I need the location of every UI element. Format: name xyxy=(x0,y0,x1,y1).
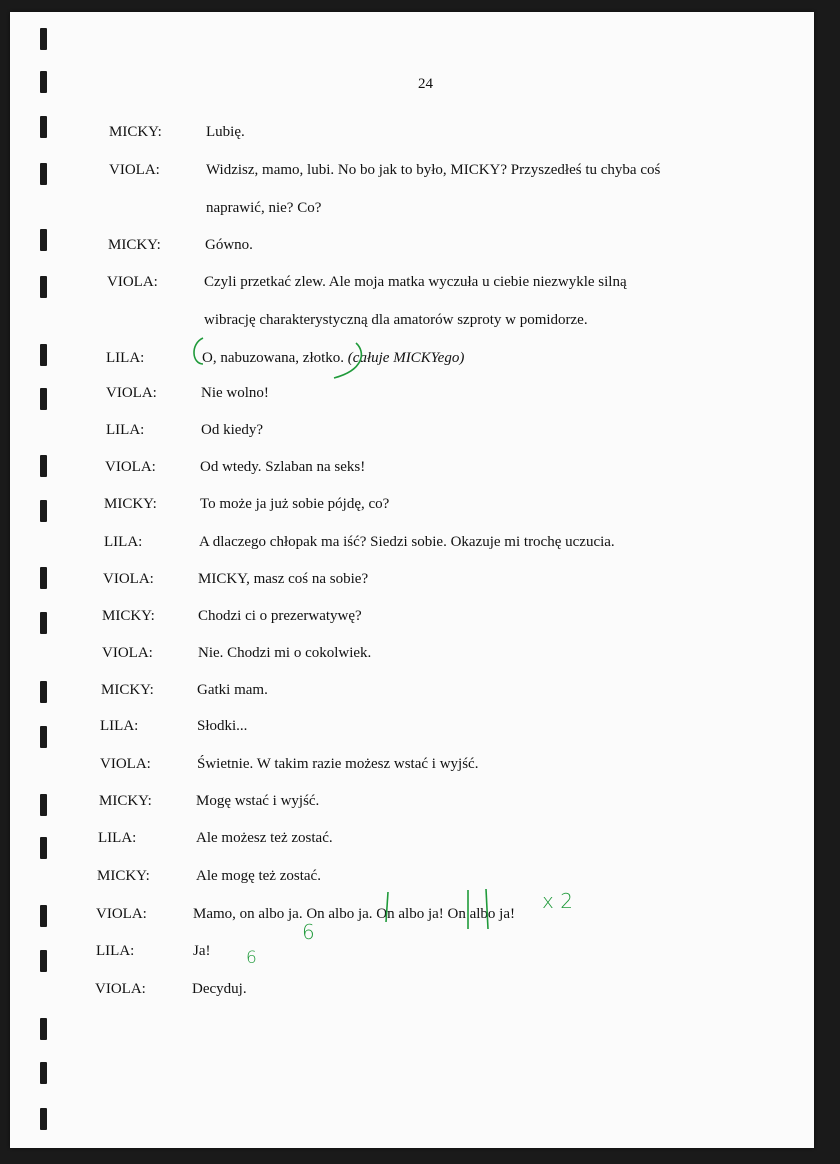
dialogue-text-main: Lubię. xyxy=(206,124,245,140)
dialogue-text xyxy=(201,385,269,402)
dialogue-text-main: To może ja już sobie pójdę, co? xyxy=(200,496,390,512)
dialogue-text-main: Czyli przetkać zlew. Ale moja matka wyczuła u ciebie niezwykle silną xyxy=(204,274,627,290)
dialogue-text-main: naprawić, nie? Co? xyxy=(206,200,322,216)
binding-hole xyxy=(40,229,47,251)
dialogue-text-main: Świetnie. W takim razie możesz wstać i wyjść. xyxy=(197,756,479,772)
dialogue-text xyxy=(199,534,615,551)
binding-hole xyxy=(40,455,47,477)
speaker-name: MICKY: xyxy=(104,496,157,512)
binding-hole xyxy=(40,1018,47,1040)
speaker-name: LILA: xyxy=(106,350,145,366)
binding-hole xyxy=(40,726,47,748)
handwritten-note: 6 xyxy=(302,920,315,944)
binding-hole xyxy=(40,1108,47,1130)
speaker-name: VIOLA: xyxy=(96,906,147,922)
dialogue-text xyxy=(206,124,245,141)
dialogue-text-main: Gatki mam. xyxy=(197,682,268,698)
dialogue-text xyxy=(200,496,389,513)
speaker-name: VIOLA: xyxy=(102,645,153,661)
binding-hole xyxy=(40,794,47,816)
binding-hole xyxy=(40,28,47,50)
stage-direction: (całuje MICKYego) xyxy=(347,350,465,366)
dialogue-text xyxy=(192,981,247,998)
binding-hole xyxy=(40,905,47,927)
dialogue-text-main: Decyduj. xyxy=(192,981,247,997)
binding-hole xyxy=(40,163,47,185)
speaker-name: MICKY: xyxy=(101,682,154,698)
dialogue-text-main: Widzisz, mamo, lubi. No bo jak to było, MICKY? Przyszedłeś tu chyba coś xyxy=(206,162,661,178)
binding-hole xyxy=(40,71,47,93)
binding-hole xyxy=(40,837,47,859)
dialogue-text-main: Od kiedy? xyxy=(201,422,264,438)
speaker-name: LILA: xyxy=(104,534,143,550)
page-number: 24 xyxy=(418,76,433,92)
dialogue-text-main: MICKY, masz coś na sobie? xyxy=(198,571,369,587)
dialogue-text-main: Ale możesz też zostać. xyxy=(196,830,333,846)
speaker-name: VIOLA: xyxy=(105,459,156,475)
binding-hole xyxy=(40,612,47,634)
dialogue-text-main: Gówno. xyxy=(205,237,253,253)
binding-hole xyxy=(40,567,47,589)
speaker-name: VIOLA: xyxy=(103,571,154,587)
speaker-name: LILA: xyxy=(98,830,137,846)
handwritten-repeat-mark: x 2 xyxy=(542,889,573,913)
speaker-name: LILA: xyxy=(106,422,145,438)
dialogue-text xyxy=(197,682,268,699)
dialogue-text xyxy=(196,830,333,847)
speaker-name: VIOLA: xyxy=(95,981,146,997)
dialogue-text xyxy=(197,718,247,735)
speaker-name: LILA: xyxy=(96,943,135,959)
dialogue-text-main: Nie wolno! xyxy=(201,385,269,401)
dialogue-text-main: Chodzi ci o prezerwatywę? xyxy=(198,608,362,624)
dialogue-text-main: Ja! xyxy=(193,943,211,959)
binding-hole xyxy=(40,116,47,138)
dialogue-text-main: wibrację charakterystyczną dla amatorów szproty w pomidorze. xyxy=(204,312,588,328)
dialogue-text xyxy=(198,571,368,588)
dialogue-text xyxy=(205,237,253,254)
dialogue-text xyxy=(198,645,371,662)
dialogue-text xyxy=(202,350,464,367)
binding-hole xyxy=(40,1062,47,1084)
speaker-name: VIOLA: xyxy=(100,756,151,772)
dialogue-text-main: O, nabuzowana, złotko. xyxy=(202,350,345,366)
binding-hole xyxy=(40,950,47,972)
binding-hole xyxy=(40,276,47,298)
dialogue-text xyxy=(206,162,660,179)
binding-hole xyxy=(40,681,47,703)
speaker-name: MICKY: xyxy=(109,124,162,140)
binding-hole xyxy=(40,344,47,366)
speaker-name: MICKY: xyxy=(97,868,150,884)
speaker-name: MICKY: xyxy=(102,608,155,624)
dialogue-text xyxy=(196,793,319,810)
dialogue-text-main: A dlaczego chłopak ma iść? Siedzi sobie. Okazuje mi trochę uczucia. xyxy=(199,534,615,550)
binding-hole xyxy=(40,388,47,410)
speaker-name: LILA: xyxy=(100,718,139,734)
speaker-name: MICKY: xyxy=(99,793,152,809)
dialogue-text xyxy=(193,906,515,923)
dialogue-text xyxy=(201,422,263,439)
handwritten-note: 6 xyxy=(246,948,257,968)
dialogue-text-main: Słodki... xyxy=(197,718,248,734)
binding-hole xyxy=(40,500,47,522)
dialogue-text xyxy=(204,274,627,291)
dialogue-text xyxy=(204,312,588,329)
dialogue-text xyxy=(198,608,362,625)
dialogue-text xyxy=(193,943,211,960)
dialogue-text xyxy=(197,756,478,773)
dialogue-text-main: Mogę wstać i wyjść. xyxy=(196,793,320,809)
speaker-name: MICKY: xyxy=(108,237,161,253)
dialogue-text-main: Od wtedy. Szlaban na seks! xyxy=(200,459,366,475)
dialogue-text xyxy=(196,868,321,885)
speaker-name: VIOLA: xyxy=(109,162,160,178)
speaker-name: VIOLA: xyxy=(107,274,158,290)
dialogue-text-main: Mamo, on albo ja. On albo ja. On albo ja! On albo ja! xyxy=(193,906,516,922)
dialogue-text-main: Nie. Chodzi mi o cokolwiek. xyxy=(198,645,372,661)
dialogue-text-main: Ale mogę też zostać. xyxy=(196,868,321,884)
speaker-name: VIOLA: xyxy=(106,385,157,401)
dialogue-text xyxy=(200,459,365,476)
document-page xyxy=(10,12,814,1148)
dialogue-text xyxy=(206,200,321,217)
